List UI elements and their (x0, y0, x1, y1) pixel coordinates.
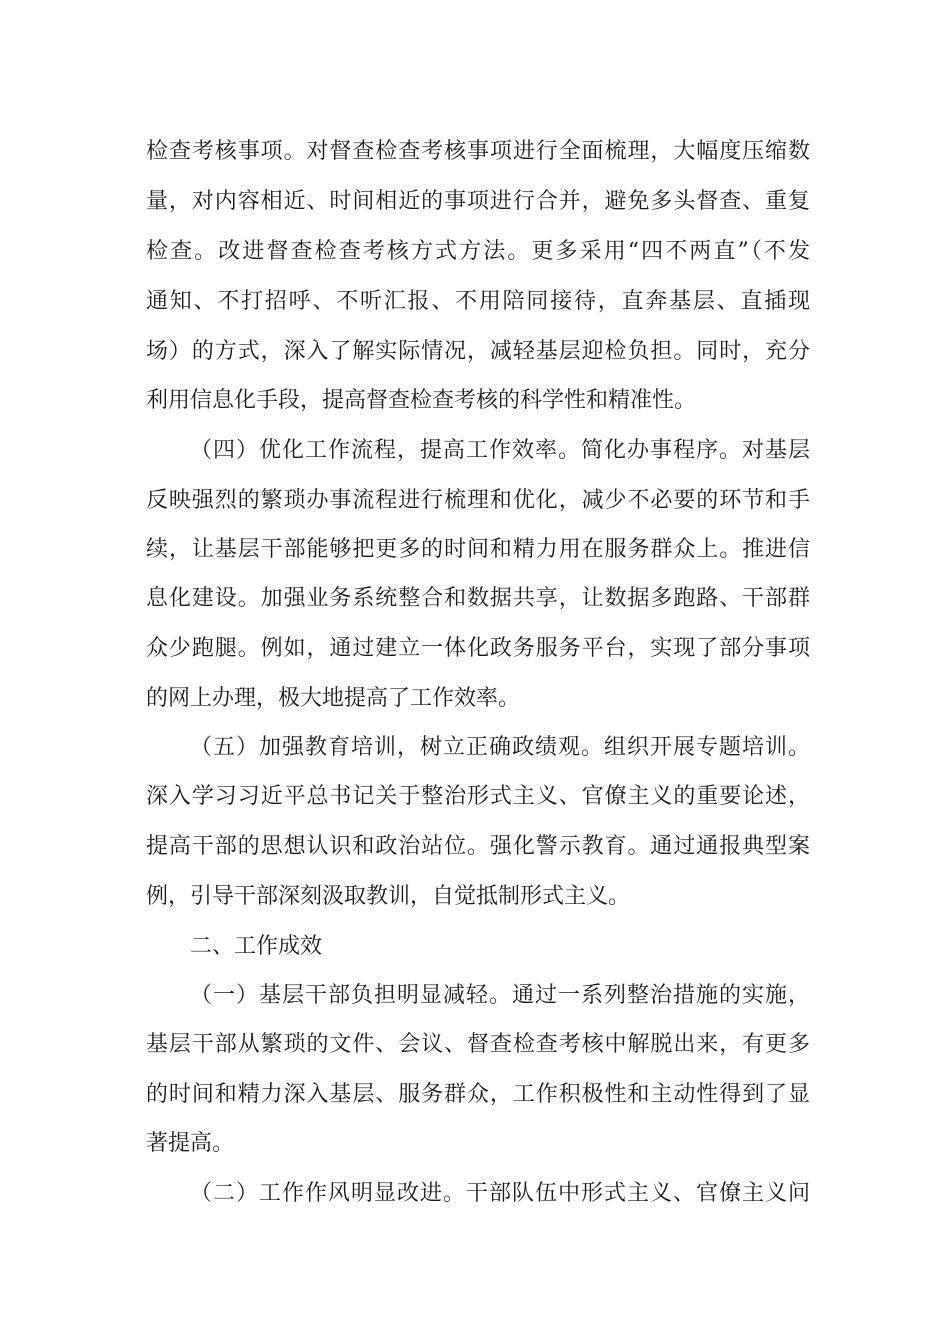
text-line: 续，让基层干部能够把更多的时间和精力用在服务群众上。推进信 (146, 537, 810, 562)
section-heading-line: （五）加强教育培训，树立正确政绩观。组织开展专题培训。 (190, 735, 810, 760)
text-line: 场）的方式，深入了解实际情况，减轻基层迎检负担。同时，充分 (146, 339, 810, 364)
text-line: 的时间和精力深入基层、服务群众，工作积极性和主动性得到了显 (146, 1082, 810, 1107)
chapter-heading: 二、工作成效 (190, 934, 323, 959)
text-line: 通知、不打招呼、不听汇报、不用陪同接待，直奔基层、直插现 (146, 289, 810, 314)
text-line: 深入学习习近平总书记关于整治形式主义、官僚主义的重要论述， (146, 784, 810, 809)
text-line: 例，引导干部深刻汲取教训，自觉抵制形式主义。 (146, 884, 631, 909)
text-line: 息化建设。加强业务系统整合和数据共享，让数据多跑路、干部群 (146, 586, 810, 611)
text-line: 众少跑腿。例如，通过建立一体化政务服务平台，实现了部分事项 (146, 636, 810, 661)
section-heading-line: （二）工作作风明显改进。干部队伍中形式主义、官僚主义问 (190, 1181, 810, 1206)
text-line: 检查。改进督查检查考核方式方法。更多采用“四不两直”（不发 (146, 239, 810, 264)
text-line: 著提高。 (146, 1131, 235, 1156)
text-line: 提高干部的思想认识和政治站位。强化警示教育。通过通报典型案 (146, 834, 810, 859)
section-heading-line: （一）基层干部负担明显减轻。通过一系列整治措施的实施， (190, 983, 810, 1008)
text-line: 基层干部从繁琐的文件、会议、督查检查考核中解脱出来，有更多 (146, 1032, 810, 1057)
text-line: 利用信息化手段，提高督查检查考核的科学性和精准性。 (146, 388, 697, 413)
text-line: 的网上办理，极大地提高了工作效率。 (146, 686, 521, 711)
section-heading-line: （四）优化工作流程，提高工作效率。简化办事程序。对基层 (190, 438, 810, 463)
text-line: 反映强烈的繁琐办事流程进行梳理和优化，减少不必要的环节和手 (146, 488, 810, 513)
text-line: 量，对内容相近、时间相近的事项进行合并，避免多头督查、重复 (146, 189, 810, 214)
text-line: 检查考核事项。对督查检查考核事项进行全面梳理，大幅度压缩数 (146, 139, 810, 164)
